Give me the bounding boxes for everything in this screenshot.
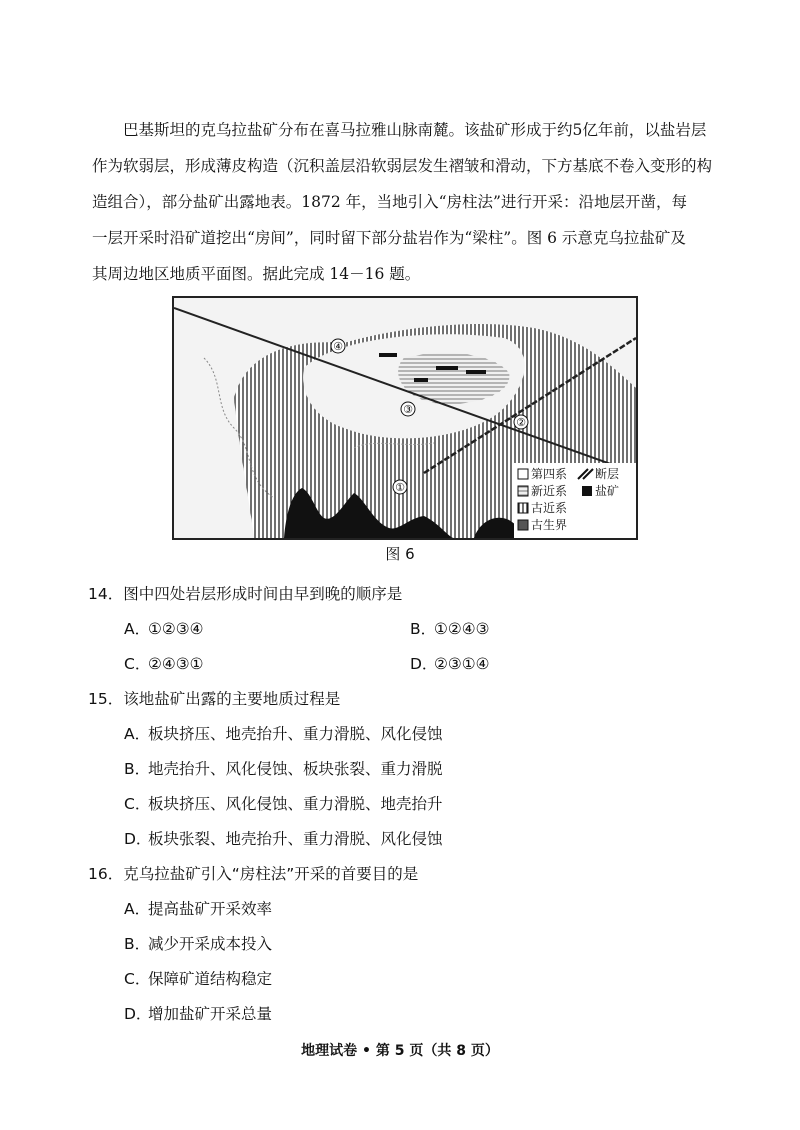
option-text: 提高盐矿开采效率 [148,900,273,918]
legend-paleogene-swatch [518,503,528,513]
page-footer: 地理试卷 • 第 5 页（共 8 页） [301,1043,499,1059]
intro-line: 巴基斯坦的克乌拉盐矿分布在喜马拉雅山脉南麓。该盐矿形成于约5亿年前，以盐岩层 [123,121,707,139]
option-label: A． [124,620,151,638]
q14-option-a[interactable] [124,617,204,639]
option-label: A． [124,725,151,743]
q16-option-c[interactable] [124,967,272,989]
marker-3-label: ③ [403,403,413,416]
marker-4-label: ④ [333,340,343,353]
option-label: D． [124,830,152,848]
option-label: B． [124,935,151,953]
q15-option-c[interactable] [124,792,443,814]
option-text: 保障矿道结构稳定 [148,970,273,988]
q14-option-b[interactable] [410,617,490,639]
q16-option-a[interactable] [124,897,272,919]
marker-1-label: ① [395,481,405,494]
option-text: ②③①④ [434,655,490,673]
figure-caption: 图 6 [385,545,415,563]
question-15-stem: 15．该地盐矿出露的主要地质过程是 [88,690,341,708]
intro-paragraph [92,112,722,292]
q15-option-d[interactable] [124,827,443,849]
option-label: B． [410,620,437,638]
legend-neogene: 新近系 [531,484,568,498]
option-label: B． [124,760,151,778]
legend-salt: 盐矿 [595,484,620,498]
intro-line: 作为软弱层，形成薄皮构造（沉积盖层沿软弱层发生褶皱和滑动，下方基底不卷入变形的构 [92,157,713,175]
legend-paleozoic-swatch [518,520,528,530]
q15-option-b[interactable] [124,757,443,779]
question-16-stem: 16．克乌拉盐矿引入“房柱法”开采的首要目的是 [88,865,419,883]
option-label: D． [410,655,438,673]
option-label: A． [124,900,151,918]
option-text: 地壳抬升、风化侵蚀、板块张裂、重力滑脱 [148,760,443,778]
legend-quaternary-swatch [518,469,528,479]
salt-lens [414,378,428,382]
option-text: 板块挤压、地壳抬升、重力滑脱、风化侵蚀 [148,725,443,743]
option-text: ②④③① [148,655,204,673]
intro-line: 其周边地区地质平面图。据此完成 14－16 题。 [92,265,421,283]
geologic-map [174,298,636,538]
legend-fault: 断层 [595,467,620,481]
option-label: C． [124,970,151,988]
option-text: 减少开采成本投入 [148,935,273,953]
intro-line: 造组合），部分盐矿出露地表。1872 年，当地引入“房柱法”进行开采：沿地层开凿，每 [92,193,687,211]
option-text: ①②③④ [148,620,204,638]
q16-option-b[interactable] [124,932,272,954]
option-text: 增加盐矿开采总量 [148,1005,273,1023]
legend-salt-swatch [582,486,592,496]
legend-quaternary: 第四系 [531,467,568,481]
option-label: C． [124,655,151,673]
legend-paleogene: 古近系 [531,501,568,515]
salt-lens [466,370,486,374]
option-label: D． [124,1005,152,1023]
q14-option-d[interactable] [410,652,490,674]
option-text: 板块挤压、风化侵蚀、重力滑脱、地壳抬升 [148,795,443,813]
marker-2-label: ② [516,416,526,429]
q16-option-d[interactable] [124,1002,272,1024]
option-label: C． [124,795,151,813]
map-legend [514,463,636,538]
salt-lens [379,353,397,357]
geologic-map-figure [172,296,638,540]
option-text: 板块张裂、地壳抬升、重力滑脱、风化侵蚀 [148,830,443,848]
legend-neogene-swatch [518,486,528,496]
option-text: ①②④③ [434,620,490,638]
q14-option-c[interactable] [124,652,204,674]
question-14-stem: 14．图中四处岩层形成时间由早到晚的顺序是 [88,585,403,603]
salt-lens [436,366,458,370]
q15-option-a[interactable] [124,722,443,744]
legend-paleozoic: 古生界 [531,518,568,532]
intro-line: 一层开采时沿矿道挖出“房间”，同时留下部分盐岩作为“梁柱”。图 6 示意克乌拉盐矿及 [92,229,686,247]
